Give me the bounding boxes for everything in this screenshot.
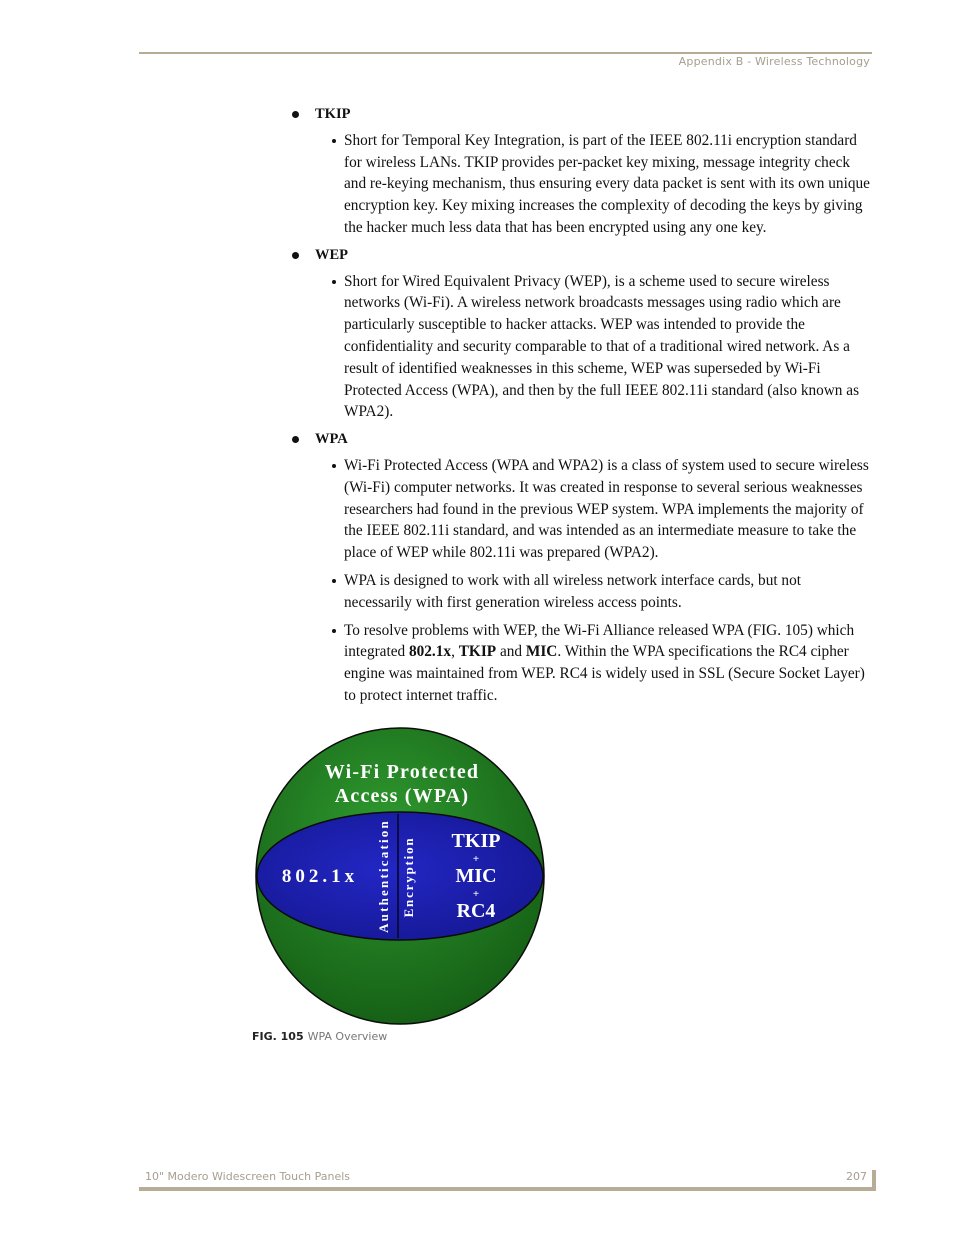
label-authentication: Authentication (376, 819, 391, 933)
figure-title-line2: Access (WPA) (334, 785, 470, 807)
list-item: To resolve problems with WEP, the Wi-Fi Alliance released WPA (FIG. 105) which integrated 802.1x, TKIP and MIC. Within the WPA specifications the RC4 cipher engine was maintained from WEP. RC4 is widely used in SSL (Secure Socket Layer) to protect internet traffic. (292, 620, 872, 707)
label-plus: + (472, 853, 480, 865)
footer-rule (139, 1187, 876, 1191)
list-item: WPA is designed to work with all wireless network interface cards, but not necessarily with first generation wireless access points. (292, 570, 872, 614)
label-encryption: Encryption (401, 836, 416, 918)
bullet-icon (332, 139, 336, 143)
bullet-icon (292, 436, 299, 443)
bullet-icon (332, 280, 336, 284)
label-plus: + (472, 888, 480, 900)
wpa-overview-figure (250, 724, 590, 1029)
figure-title-line1: Wi-Fi Protected (324, 761, 480, 783)
wpa-sphere-diagram (250, 724, 590, 1029)
bullet-icon (332, 464, 336, 468)
figure-caption: FIG. 105 WPA Overview (252, 1030, 388, 1043)
label-8021x: 802.1x (281, 866, 359, 887)
list-item: Short for Wired Equivalent Privacy (WEP), is a scheme used to secure wireless networks (Wi-Fi). A wireless network broadcasts messages using radio which are particularly susceptible to hacker attacks. WEP was intended to provide the confidentiality and security comparable to that of a traditional wired network. As a result of identified weaknesses in this scheme, WEP was superseded by Wi-Fi Protected Access (WPA), and then by the full IEEE 802.11i standard (also known as WPA2). (292, 271, 872, 424)
footer-page-number: 207 (846, 1170, 867, 1183)
label-rc4: RC4 (456, 900, 496, 922)
section-heading: WPA (292, 429, 872, 451)
section-tkip (292, 104, 872, 239)
section-wep (292, 245, 872, 423)
section-heading: TKIP (292, 104, 872, 126)
section-wpa (292, 429, 872, 707)
bullet-icon (332, 579, 336, 583)
bullet-icon (292, 111, 299, 118)
bullet-icon (292, 252, 299, 259)
list-item: Wi-Fi Protected Access (WPA and WPA2) is a class of system used to secure wireless (Wi-Fi) computer networks. It was created in response to several serious weaknesses researchers had found in the previous WEP system. WPA implements the majority of the IEEE 802.11i standard, and was intended as an intermediate measure to take the place of WEP while 802.11i was prepared (WPA2). (292, 455, 872, 564)
header-rule (139, 52, 872, 54)
header-section-title: Appendix B - Wireless Technology (678, 55, 870, 68)
label-mic: MIC (455, 865, 497, 887)
label-tkip: TKIP (451, 830, 501, 852)
footer-doc-title: 10" Modero Widescreen Touch Panels (145, 1170, 351, 1183)
section-heading: WEP (292, 245, 872, 267)
main-content (292, 104, 872, 713)
list-item: Short for Temporal Key Integration, is part of the IEEE 802.11i encryption standard for wireless LANs. TKIP provides per-packet key mixing, message integrity check and re-keying mechanism, thus ensuring every data packet is sent with its own unique encryption key. Key mixing increases the complexity of decoding the keys by giving the hacker much less data that has been encrypted using any one key. (292, 130, 872, 239)
bullet-icon (332, 629, 336, 633)
